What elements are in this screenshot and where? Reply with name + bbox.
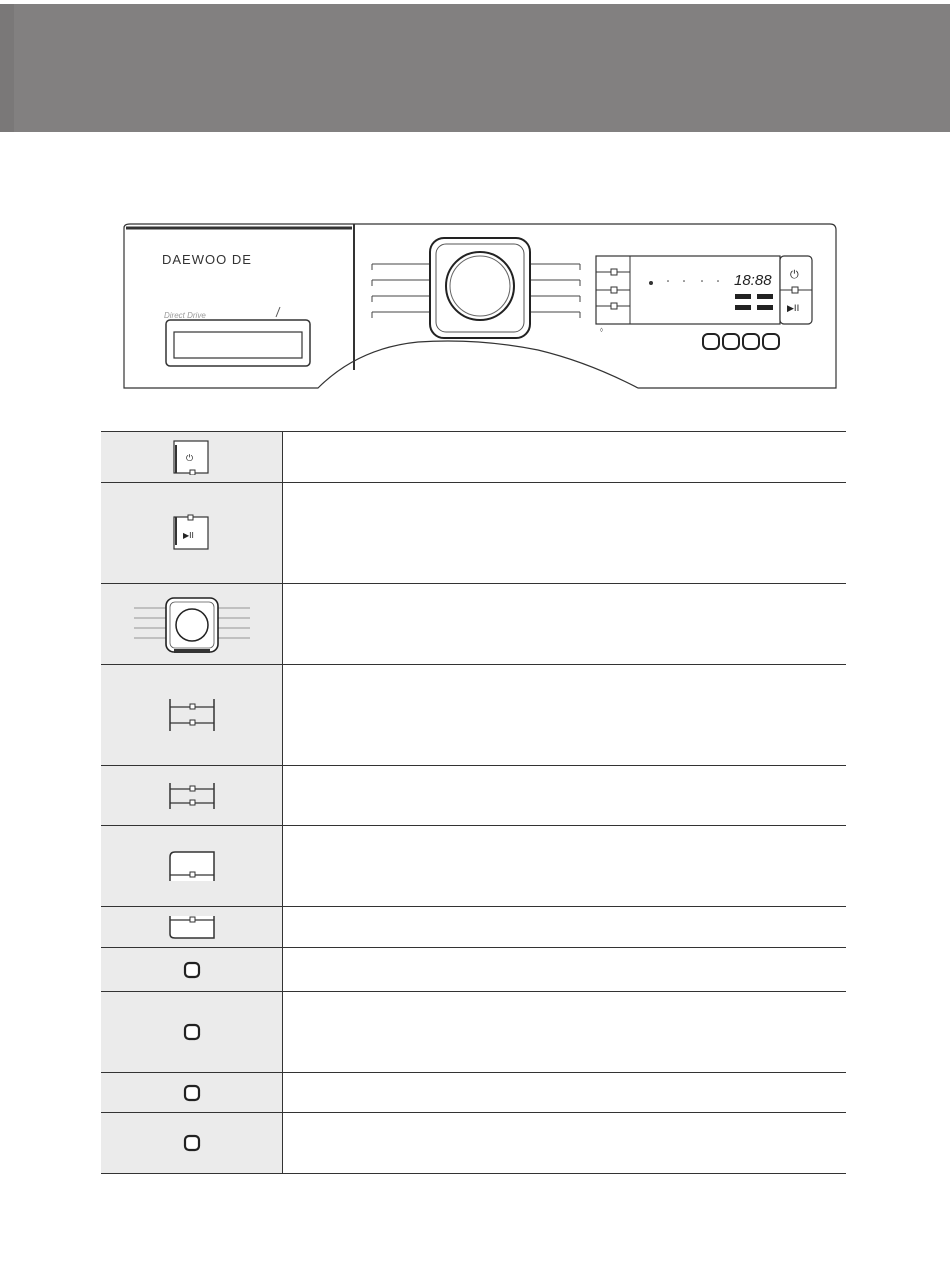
table-row (101, 948, 846, 992)
icon-cell (101, 948, 283, 992)
round-button-icon (182, 1083, 202, 1103)
icon-cell (101, 1113, 283, 1174)
start-pause-button-icon (172, 513, 212, 553)
top-option-button-icon (167, 849, 217, 883)
icon-cell (101, 665, 283, 766)
header-band (0, 4, 950, 132)
icon-cell (101, 483, 283, 584)
icon-cell (101, 992, 283, 1073)
table-row (101, 584, 846, 665)
panel-start-symbol: ▶II (787, 304, 800, 314)
description-cell (283, 483, 847, 584)
table-row (101, 1073, 846, 1113)
description-cell (283, 948, 847, 992)
svg-text:◊: ◊ (600, 328, 603, 334)
description-cell (283, 432, 847, 483)
table-row (101, 432, 846, 483)
power-start-buttons (780, 256, 812, 324)
power-button-icon (172, 439, 212, 475)
table-row (101, 992, 846, 1073)
program-dial-icon (130, 592, 254, 656)
option-buttons-pair-small-icon (167, 781, 217, 811)
bottom-option-button-icon (167, 914, 217, 940)
display-panel (596, 256, 780, 334)
icon-cell (101, 584, 283, 665)
table-row (101, 665, 846, 766)
round-button-icon (182, 1133, 202, 1153)
brand-logo: DAEWOO DE (162, 252, 252, 267)
svg-text:⏻: ⏻ (185, 454, 193, 464)
icon-cell (101, 826, 283, 907)
controls-legend-table (101, 431, 846, 1174)
table-row (101, 826, 846, 907)
option-buttons-pair-icon (167, 697, 217, 733)
description-cell (283, 665, 847, 766)
description-cell (283, 907, 847, 948)
table-row (101, 1113, 846, 1174)
time-readout: 18:88 (734, 272, 772, 289)
round-button-icon (182, 960, 202, 980)
table-row (101, 483, 846, 584)
svg-text:▶II: ▶II (182, 531, 194, 540)
icon-cell (101, 907, 283, 948)
round-button-icon (182, 1022, 202, 1042)
direct-drive-label: Direct Drive (164, 311, 206, 320)
icon-cell (101, 1073, 283, 1113)
description-cell (283, 584, 847, 665)
header-band-edge (0, 4, 14, 132)
description-cell (283, 1113, 847, 1174)
control-panel-drawing (118, 222, 840, 394)
description-cell (283, 766, 847, 826)
drawer-handle-recess (174, 332, 302, 358)
description-cell (283, 992, 847, 1073)
icon-cell (101, 432, 283, 483)
table-row (101, 766, 846, 826)
panel-power-symbol: ⏻ (790, 268, 799, 281)
description-cell (283, 826, 847, 907)
description-cell (283, 1073, 847, 1113)
control-panel-illustration (118, 222, 840, 394)
icon-cell (101, 766, 283, 826)
table-row (101, 907, 846, 948)
